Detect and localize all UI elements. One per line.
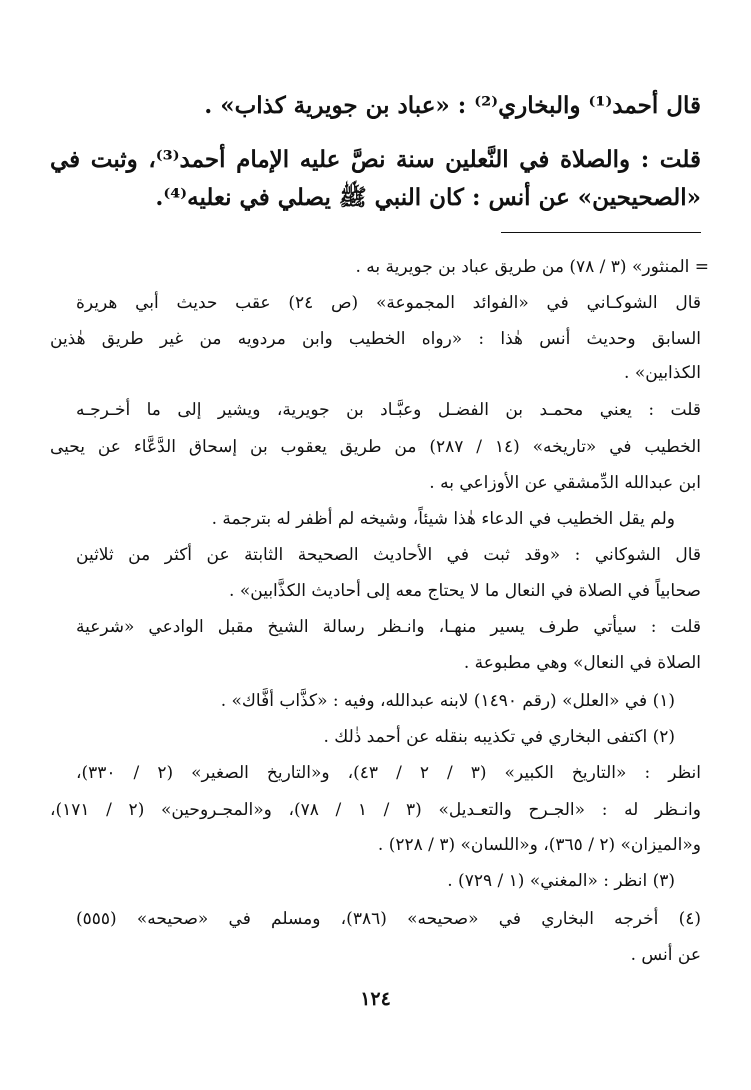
footnote-line: ابن عبدالله الدِّمشقي عن الأوزاعي به . — [429, 473, 701, 493]
footnote-line: قال الشوكاني : «وقد ثبت في الأحاديث الصحيحة الثابتة عن أكثر من ثلاثين — [76, 545, 701, 565]
footnote-line: صحابياً في الصلاة في النعال ما لا يحتاج معه إلى أحاديث الكذَّابين» . — [229, 581, 701, 601]
footnote-line: (٣) انظر : «المغني» (١ / ٧٢٩) . — [447, 871, 675, 891]
footnote-line: الخطيب في «تاريخه» (١٤ / ٢٨٧) من طريق يعقوب بن إسحاق الدَّعَّاء عن يحيى — [50, 437, 701, 457]
footnote-line: (٢) اكتفى البخاري في تكذيبه بنقله عن أحمد ذٰلك . — [323, 727, 675, 747]
footnote-line: الكذابين» . — [624, 363, 701, 383]
footnote-line: الصلاة في النعال» وهي مطبوعة . — [463, 653, 701, 673]
footnote-line: انظر : «التاريخ الكبير» (٣ / ٢ / ٤٣)، و«التاريخ الصغير» (٢ / ٣٣٠)، — [76, 763, 701, 783]
main-text-line-3: «الصحيحين» عن أنس : كان النبي ﷺ يصلي في نعليه⁽⁴⁾. — [155, 184, 701, 211]
footnote-line: و«الميزان» (٢ / ٣٦٥)، و«اللسان» (٣ / ٢٢٨) . — [377, 835, 701, 855]
main-text-line-1: قال أحمد⁽¹⁾ والبخاري⁽²⁾ : «عباد بن جويرية كذاب» . — [204, 92, 701, 119]
footnote-line: ولم يقل الخطيب في الدعاء هٰذا شيئاً، وشيخه لم أظفر له بترجمة . — [211, 509, 675, 529]
footnote-line: = المنثور» (٣ / ٧٨) من طريق عباد بن جويرية به . — [355, 257, 709, 277]
footnote-line: قلت : سيأتي طرف يسير منهـا، وانـظر رسالة الشيخ مقبل الوادعي «شرعية — [76, 617, 701, 637]
footnote-line: قال الشوكـاني في «الفوائد المجموعة» (ص ٢٤) عقب حديث أبي هريرة — [76, 293, 701, 313]
footnote-line: السابق وحديث أنس هٰذا : «رواه الخطيب وابن مردويه من غير طريق هٰذين — [50, 329, 701, 349]
footnote-line: وانـظر له : «الجـرح والتعـديل» (٣ / ١ / ٧٨)، و«المجـروحين» (٢ / ١٧١)، — [50, 800, 701, 820]
footnote-line: عن أنس . — [630, 945, 701, 965]
footnote-line: (١) في «العلل» (رقم ١٤٩٠) لابنه عبدالله، وفيه : «كذَّاب أفَّاك» . — [220, 691, 675, 711]
main-text-line-2: قلت : والصلاة في النَّعلين سنة نصَّ عليه الإمام أحمد⁽³⁾، وثبت في — [50, 146, 701, 173]
footnote-separator — [501, 232, 701, 233]
page-number: ١٢٤ — [360, 988, 391, 1010]
footnote-line: (٤) أخرجه البخاري في «صحيحه» (٣٨٦)، ومسلم في «صحيحه» (٥٥٥) — [76, 909, 701, 929]
footnote-line: قلت : يعني محمـد بن الفضـل وعبَّـاد بن جويرية، ويشير إلى ما أخـرجـه — [76, 400, 701, 420]
